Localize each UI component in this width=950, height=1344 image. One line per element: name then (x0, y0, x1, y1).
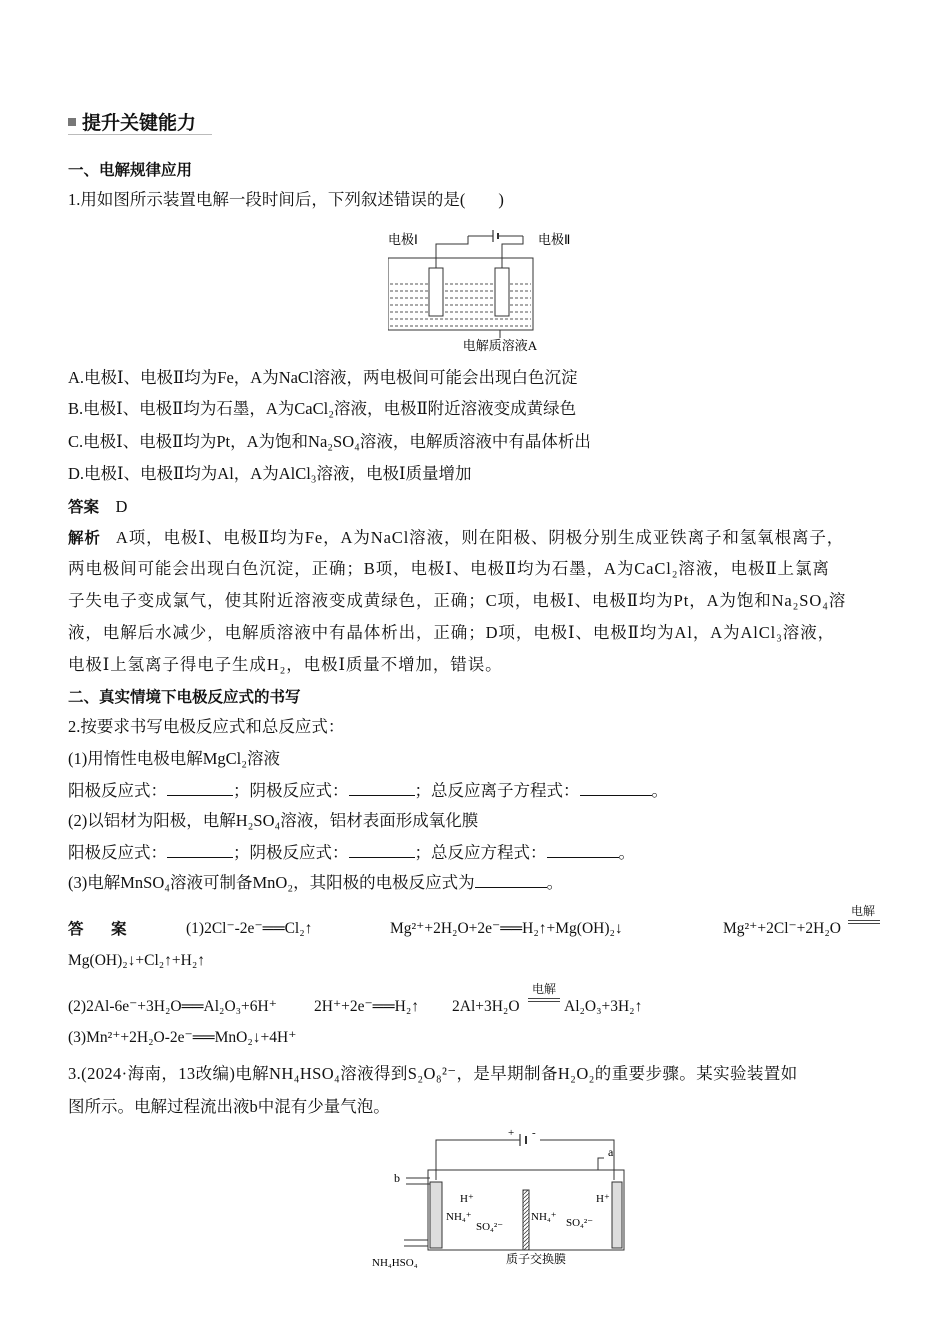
q2-a1-part2: Mg²⁺+2H₂O+2e⁻══H₂↑+Mg(OH)₂↓ (390, 920, 623, 937)
q2-answer-label: 答 案 (68, 920, 133, 938)
q2-a3: (3)Mn²⁺+2H₂O-2e⁻══MnO₂↓+4H⁺ (68, 1029, 297, 1046)
cathode-label: ；阴极反应式： (233, 843, 349, 862)
q1-option-a: A.电极Ⅰ、电极Ⅱ均为Fe，A为NaCl溶液，两电极间可能会出现白色沉淀 (68, 368, 578, 387)
q2-a1-part1: (1)2Cl⁻-2e⁻══Cl₂↑ (186, 920, 313, 937)
solution-label: 电解质溶液A (462, 338, 538, 353)
section-header (68, 108, 196, 135)
period: 。 (618, 843, 635, 862)
anode-label: 阳极反应式： (68, 843, 167, 862)
anode-label: 阳极反应式： (68, 781, 167, 800)
section-underline (68, 134, 212, 135)
equals-arrow (848, 920, 880, 924)
q1-figure (388, 226, 578, 356)
q1-analysis-5: 电极Ⅰ上氢离子得电子生成H₂，电极Ⅰ质量不增加，错误。 (68, 655, 503, 674)
section-bullet-icon (68, 118, 76, 126)
q1-analysis-2: 两电极间可能会出现白色沉淀，正确；B项，电极Ⅰ、电极Ⅱ均为石墨，A为CaCl₂溶液，电极Ⅱ上氯离 (68, 559, 830, 578)
q2-a1-electrolysis: 电解 (851, 904, 876, 918)
wire-right (502, 236, 523, 268)
electrode-1-label: 电极Ⅰ (388, 232, 418, 247)
q3-stem-1: 3.(2024·海南，13改编)电解NH₄HSO₄溶液得到S₂O₈²⁻，是早期制备H₂O₂的重要步骤。某实验装置如 (68, 1064, 798, 1083)
q2-sub2-blanks (68, 842, 635, 864)
electrode-1 (429, 268, 443, 316)
membrane (523, 1190, 529, 1250)
blank-anode[interactable] (167, 843, 233, 858)
blank-cathode[interactable] (349, 843, 415, 858)
q1-analysis-4: 液，电解后水减少，电解质溶液中有晶体析出，正确；D项，电极Ⅰ、电极Ⅱ均为Al，A为AlCl₃溶液， (68, 623, 836, 642)
total-label: ；总反应离子方程式： (414, 781, 580, 800)
label-membrane: 质子交换膜 (506, 1252, 567, 1266)
q1-option-b: B.电极Ⅰ、电极Ⅱ均为石墨，A为CaCl₂溶液，电极Ⅱ附近溶液变成黄绿色 (68, 399, 577, 418)
q2-sub1-blanks (68, 780, 668, 802)
nh4-left: NH₄⁺ (446, 1211, 472, 1223)
anode (430, 1182, 442, 1248)
cathode-label: ；阴极反应式： (233, 781, 349, 800)
label-b: b (394, 1171, 400, 1185)
q2-answer-row-1 (68, 918, 133, 941)
q1-analysis-3: 子失电子变成氯气，使其附近溶液变成黄绿色，正确；C项，电极Ⅰ、电极Ⅱ均为Pt，A为饱和Na₂SO₄溶 (68, 591, 847, 610)
blank-cathode[interactable] (349, 781, 415, 796)
wire-left (436, 1140, 520, 1180)
cathode (612, 1182, 622, 1248)
h-right: H⁺ (596, 1193, 610, 1205)
solution-hatch (390, 284, 531, 326)
q2-sub3-text: (3)电解MnSO₄溶液可制备MnO₂，其阳极的电极反应式为 (68, 873, 475, 892)
plus-sign: + (508, 1127, 515, 1139)
label-feed: NH₄HSO₄ (372, 1257, 418, 1269)
nh4-mid: NH₄⁺ (531, 1211, 557, 1223)
electrode-2-label: 电极Ⅱ (538, 232, 571, 247)
q1-analysis-text-1: A项，电极Ⅰ、电极Ⅱ均为Fe，A为NaCl溶液，则在阳极、阴极分别生成亚铁离子和氢氧根离子， (115, 528, 845, 547)
q2-a2-part3: 2Al+3H₂O (452, 998, 520, 1015)
label-a: a (608, 1145, 614, 1159)
total-label: ；总反应方程式： (414, 843, 547, 862)
part2-heading: 二、真实情境下电极反应式的书写 (68, 688, 301, 706)
q2-a2-part4: Al₂O₃+3H₂↑ (564, 998, 643, 1015)
q2-a2-electrolysis: 电解 (532, 982, 557, 996)
wire-left (436, 236, 468, 268)
q1-answer (68, 496, 127, 518)
q1-stem: 1.用如图所示装置电解一段时间后，下列叙述错误的是( ) (68, 190, 504, 209)
electrode-2 (495, 268, 509, 316)
q2-sub1: (1)用惰性电极电解MgCl₂溶液 (68, 749, 281, 768)
q2-a2-part1: (2)2Al-6e⁻+3H₂O══Al₂O₃+6H⁺ (68, 998, 277, 1015)
q2-sub2: (2)以铝材为阳极，电解H₂SO₄溶液，铝材表面形成氧化膜 (68, 811, 479, 830)
q2-a2-part2: 2H⁺+2e⁻══H₂↑ (314, 998, 419, 1015)
equals-arrow (528, 998, 560, 1002)
q2-a1-part3: Mg²⁺+2Cl⁻+2H₂O (723, 920, 841, 937)
blank-anode[interactable] (167, 781, 233, 796)
wire-right (540, 1140, 614, 1180)
so4-right: SO₄²⁻ (566, 1217, 594, 1229)
q2-stem: 2.按要求书写电极反应式和总反应式： (68, 717, 345, 736)
period: 。 (651, 781, 668, 800)
period: 。 (546, 873, 564, 892)
q3-figure (368, 1122, 668, 1272)
q1-answer-label: 答案 (68, 498, 100, 516)
q2-a1-part4: Mg(OH)₂↓+Cl₂↑+H₂↑ (68, 952, 206, 969)
q1-analysis-label: 解析 (68, 529, 101, 547)
blank-anode-mno2[interactable] (475, 873, 547, 888)
blank-total[interactable] (547, 843, 619, 858)
part1-heading: 一、电解规律应用 (68, 161, 193, 179)
q2-sub3 (68, 872, 563, 894)
minus-sign: - (532, 1127, 536, 1139)
q1-option-d: D.电极Ⅰ、电极Ⅱ均为Al，A为AlCl₃溶液，电极Ⅰ质量增加 (68, 464, 472, 483)
q1-option-c: C.电极Ⅰ、电极Ⅱ均为Pt，A为饱和Na₂SO₄溶液，电解质溶液中有晶体析出 (68, 432, 591, 451)
q3-stem-2: 图所示。电解过程流出液b中混有少量气泡。 (68, 1097, 390, 1116)
q1-answer-value: D (115, 497, 128, 516)
blank-total[interactable] (580, 781, 652, 796)
section-title: 提升关键能力 (82, 112, 197, 134)
so4-left: SO₄²⁻ (476, 1221, 504, 1233)
q1-analysis-1 (68, 527, 844, 549)
outlet-a (598, 1158, 604, 1170)
h-left: H⁺ (460, 1193, 474, 1205)
